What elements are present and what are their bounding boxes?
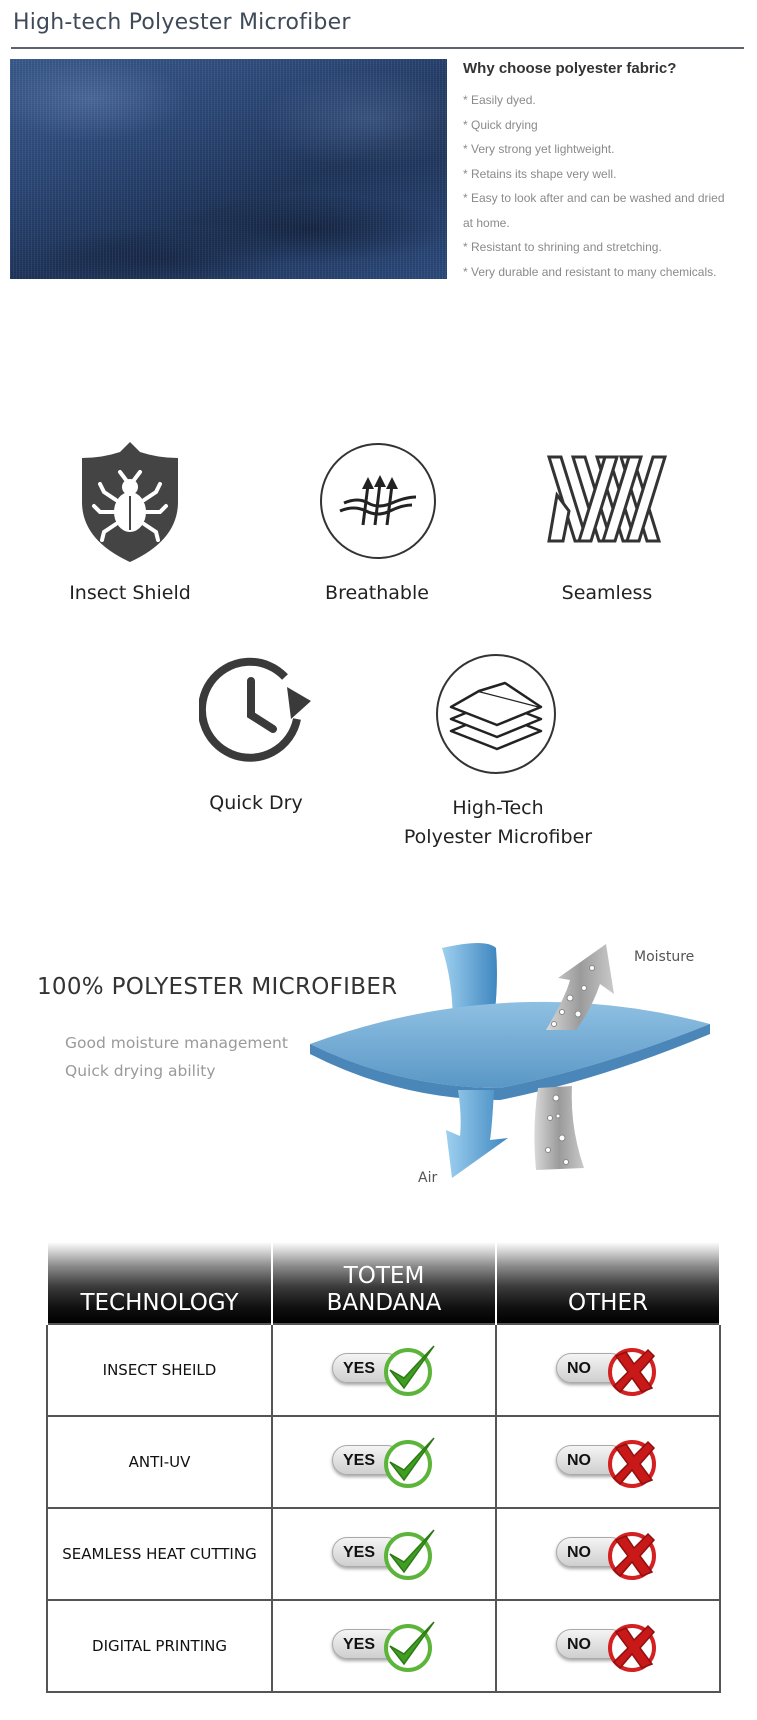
fabric-layers-icon	[435, 653, 557, 780]
fabric-image	[10, 59, 447, 279]
no-pill: NO	[556, 1629, 626, 1659]
microfiber-title: 100% POLYESTER MICROFIBER	[37, 974, 398, 1000]
no-pill: NO	[556, 1537, 626, 1567]
yes-pill: YES	[332, 1353, 402, 1383]
header-label: TOTEM	[343, 1263, 425, 1289]
other-cell	[496, 1416, 720, 1508]
yes-badge	[326, 1616, 442, 1676]
header-label: TECHNOLOGY	[80, 1290, 239, 1316]
table-row	[47, 1324, 720, 1416]
moisture-airflow-diagram	[300, 938, 720, 1193]
cross-icon	[602, 1434, 662, 1490]
feature-label-polyester-microfiber: Polyester Microfiber	[403, 826, 593, 848]
moisture-label: Moisture	[634, 949, 695, 965]
breathable-arrows-icon	[318, 441, 438, 566]
no-badge	[550, 1340, 666, 1400]
why-heading: Why choose polyester fabric?	[463, 60, 677, 77]
twisted-seam-icon	[547, 455, 667, 548]
no-badge	[550, 1616, 666, 1676]
header-other	[496, 1242, 720, 1324]
table-header-row	[47, 1242, 720, 1324]
feature-label-breathable: Breathable	[325, 582, 429, 604]
feature-label-high-tech: High-Tech	[452, 797, 544, 819]
title-divider	[11, 47, 744, 49]
table-row	[47, 1416, 720, 1508]
air-label: Air	[418, 1170, 438, 1186]
other-cell	[496, 1324, 720, 1416]
microfiber-benefit: Quick drying ability	[65, 1062, 216, 1080]
list-item: * Easily dyed.	[463, 93, 536, 107]
check-icon	[378, 1342, 438, 1398]
why-list	[463, 88, 748, 284]
feature-cell: INSECT SHEILD	[47, 1324, 272, 1416]
list-item: * Very strong yet lightweight.	[463, 142, 615, 156]
feature-label-seamless: Seamless	[561, 582, 653, 604]
no-pill: NO	[556, 1353, 626, 1383]
other-cell	[496, 1508, 720, 1600]
yes-pill: YES	[332, 1629, 402, 1659]
no-pill: NO	[556, 1445, 626, 1475]
no-badge	[550, 1524, 666, 1584]
feature-cell: SEAMLESS HEAT CUTTING	[47, 1508, 272, 1600]
cross-icon	[602, 1618, 662, 1674]
list-item: * Resistant to shrining and stretching.	[463, 240, 662, 254]
yes-badge	[326, 1340, 442, 1400]
totem-cell	[272, 1508, 496, 1600]
feature-cell: DIGITAL PRINTING	[47, 1600, 272, 1692]
totem-cell	[272, 1324, 496, 1416]
feature-cell: ANTI-UV	[47, 1416, 272, 1508]
clock-refresh-icon	[199, 657, 317, 770]
feature-label-insect-shield: Insect Shield	[69, 582, 191, 604]
table-row	[47, 1508, 720, 1600]
header-technology	[47, 1242, 272, 1324]
comparison-table	[46, 1242, 721, 1693]
list-item: * Easy to look after and can be washed and dried	[463, 191, 725, 205]
no-badge	[550, 1432, 666, 1492]
yes-pill: YES	[332, 1445, 402, 1475]
table-row	[47, 1600, 720, 1692]
yes-badge	[326, 1524, 442, 1584]
header-label: OTHER	[568, 1290, 648, 1316]
list-item: * Quick drying	[463, 117, 538, 132]
cross-icon	[602, 1526, 662, 1582]
cross-icon	[602, 1342, 662, 1398]
microfiber-benefit: Good moisture management	[65, 1034, 288, 1052]
list-item: at home.	[463, 215, 510, 230]
yes-pill: YES	[332, 1537, 402, 1567]
other-cell	[496, 1600, 720, 1692]
feature-label-quick-dry: Quick Dry	[209, 792, 303, 814]
page-title: High-tech Polyester Microfiber	[13, 10, 351, 35]
check-icon	[378, 1434, 438, 1490]
totem-cell	[272, 1600, 496, 1692]
header-label: BANDANA	[326, 1290, 442, 1316]
list-item: * Retains its shape very well.	[463, 166, 617, 181]
shield-bug-icon	[78, 440, 182, 569]
header-totem-bandana	[272, 1242, 496, 1324]
yes-badge	[326, 1432, 442, 1492]
list-item: * Very durable and resistant to many chemicals.	[463, 264, 717, 279]
check-icon	[378, 1618, 438, 1674]
check-icon	[378, 1526, 438, 1582]
totem-cell	[272, 1416, 496, 1508]
